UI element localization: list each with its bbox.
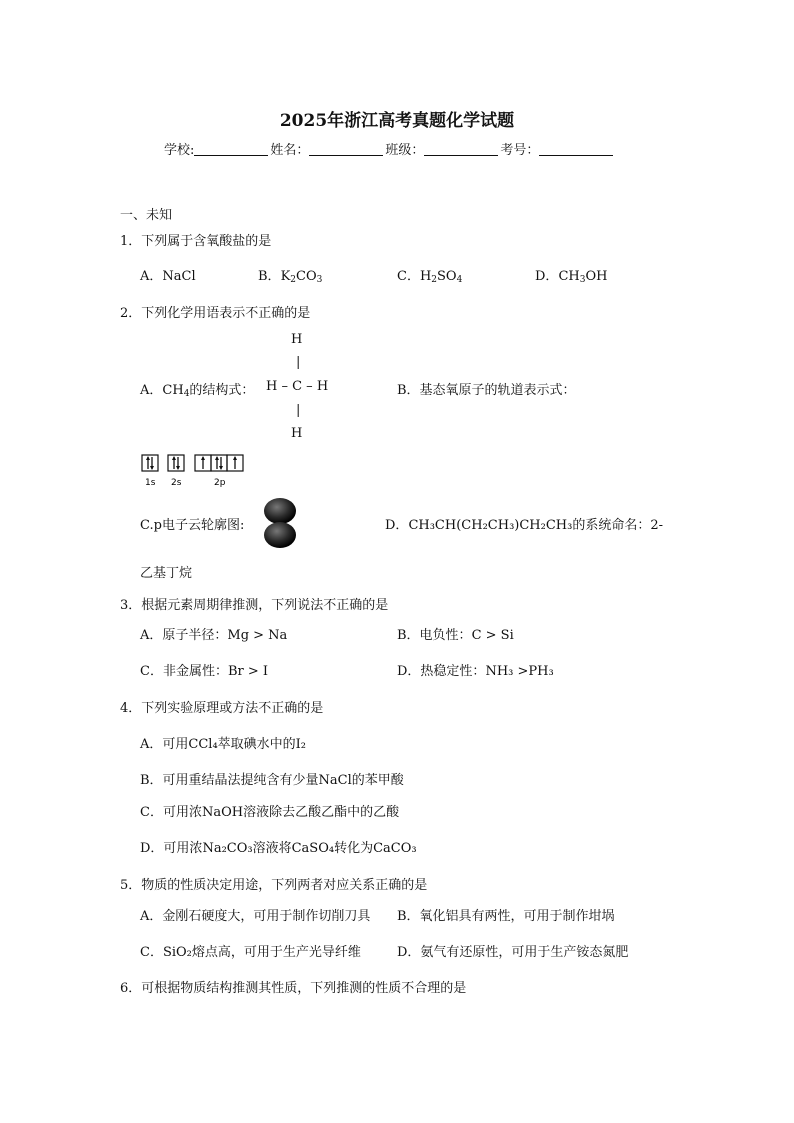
q1-option-c: C．$H_2SO_4$ bbox=[397, 269, 463, 285]
school-label: 学校: bbox=[164, 143, 195, 158]
q3-option-c: C．非金属性：Br > I bbox=[140, 664, 269, 679]
q2-option-b: B．基态氧原子的轨道表示式： bbox=[397, 383, 576, 398]
student-info-line bbox=[164, 139, 615, 158]
name-blank[interactable] bbox=[309, 142, 383, 156]
q4-option-b: B．可用重结晶法提纯含有少量NaCl的苯甲酸 bbox=[140, 773, 404, 788]
name-label: 姓名： bbox=[270, 143, 310, 158]
q4-option-d: D．可用浓Na₂CO₃溶液将CaSO₄转化为CaCO₃ bbox=[140, 841, 417, 856]
structure-h-top: H bbox=[291, 332, 303, 347]
structure-bond-top: | bbox=[296, 355, 301, 370]
structure-h-bottom: H bbox=[291, 426, 303, 441]
q2-option-d: D．CH₃CH(CH₂CH₃)CH₂CH₃的系统命名：2- bbox=[385, 518, 664, 533]
class-blank[interactable] bbox=[424, 142, 498, 156]
question-4-stem: 4．下列实验原理或方法不正确的是 bbox=[120, 701, 324, 716]
exam-no-label: 考号： bbox=[500, 143, 540, 158]
q5-option-b: B．氧化铝具有两性，可用于制作坩埚 bbox=[397, 909, 615, 924]
orbital-label-1s: 1s bbox=[145, 478, 156, 488]
q5-option-d: D．氨气有还原性，可用于生产铵态氮肥 bbox=[397, 945, 629, 960]
orbital-label-2p: 2p bbox=[214, 478, 226, 488]
school-blank[interactable] bbox=[194, 142, 268, 156]
q2-option-a: A．$CH_4$的结构式： bbox=[140, 383, 255, 399]
q2-option-d-continued: 乙基丁烷 bbox=[140, 566, 193, 581]
question-6-stem: 6．可根据物质结构推测其性质，下列推测的性质不合理的是 bbox=[120, 981, 467, 996]
q5-option-a: A．金刚石硬度大，可用于制作切削刀具 bbox=[140, 909, 371, 924]
q3-option-d: D．热稳定性：NH₃ >PH₃ bbox=[397, 664, 554, 679]
section-heading: 一、未知 bbox=[120, 208, 173, 223]
oxygen-orbital-diagram bbox=[140, 453, 250, 489]
q4-option-c: C．可用浓NaOH溶液除去乙酸乙酯中的乙酸 bbox=[140, 805, 400, 820]
structure-middle: H – C – H bbox=[266, 379, 329, 394]
q2-option-c: C.p电子云轮廓图: bbox=[140, 518, 245, 533]
question-1-stem: 1．下列属于含氧酸盐的是 bbox=[120, 234, 272, 249]
question-2-stem: 2．下列化学用语表示不正确的是 bbox=[120, 306, 311, 321]
q5-option-c: C．SiO₂熔点高，可用于生产光导纤维 bbox=[140, 945, 361, 960]
q3-option-b: B．电负性：C > Si bbox=[397, 628, 514, 643]
q1-option-a: A．NaCl bbox=[140, 269, 196, 284]
orbital-label-2s: 2s bbox=[171, 478, 182, 488]
q1-option-b: B．$K_2CO_3$ bbox=[258, 269, 323, 285]
question-3-stem: 3．根据元素周期律推测，下列说法不正确的是 bbox=[120, 598, 389, 613]
structure-bond-bottom: | bbox=[296, 403, 301, 418]
q4-option-a: A．可用CCl₄萃取碘水中的I₂ bbox=[140, 737, 307, 752]
q1-option-d: D．$CH_3OH$ bbox=[535, 269, 608, 285]
q3-option-a: A．原子半径：Mg > Na bbox=[140, 628, 288, 643]
page-title: 2025年浙江高考真题化学试题 bbox=[279, 111, 515, 131]
class-label: 班级： bbox=[385, 143, 425, 158]
p-orbital-cloud-image bbox=[260, 497, 300, 549]
exam-no-blank[interactable] bbox=[539, 142, 613, 156]
question-5-stem: 5．物质的性质决定用途，下列两者对应关系正确的是 bbox=[120, 878, 428, 893]
